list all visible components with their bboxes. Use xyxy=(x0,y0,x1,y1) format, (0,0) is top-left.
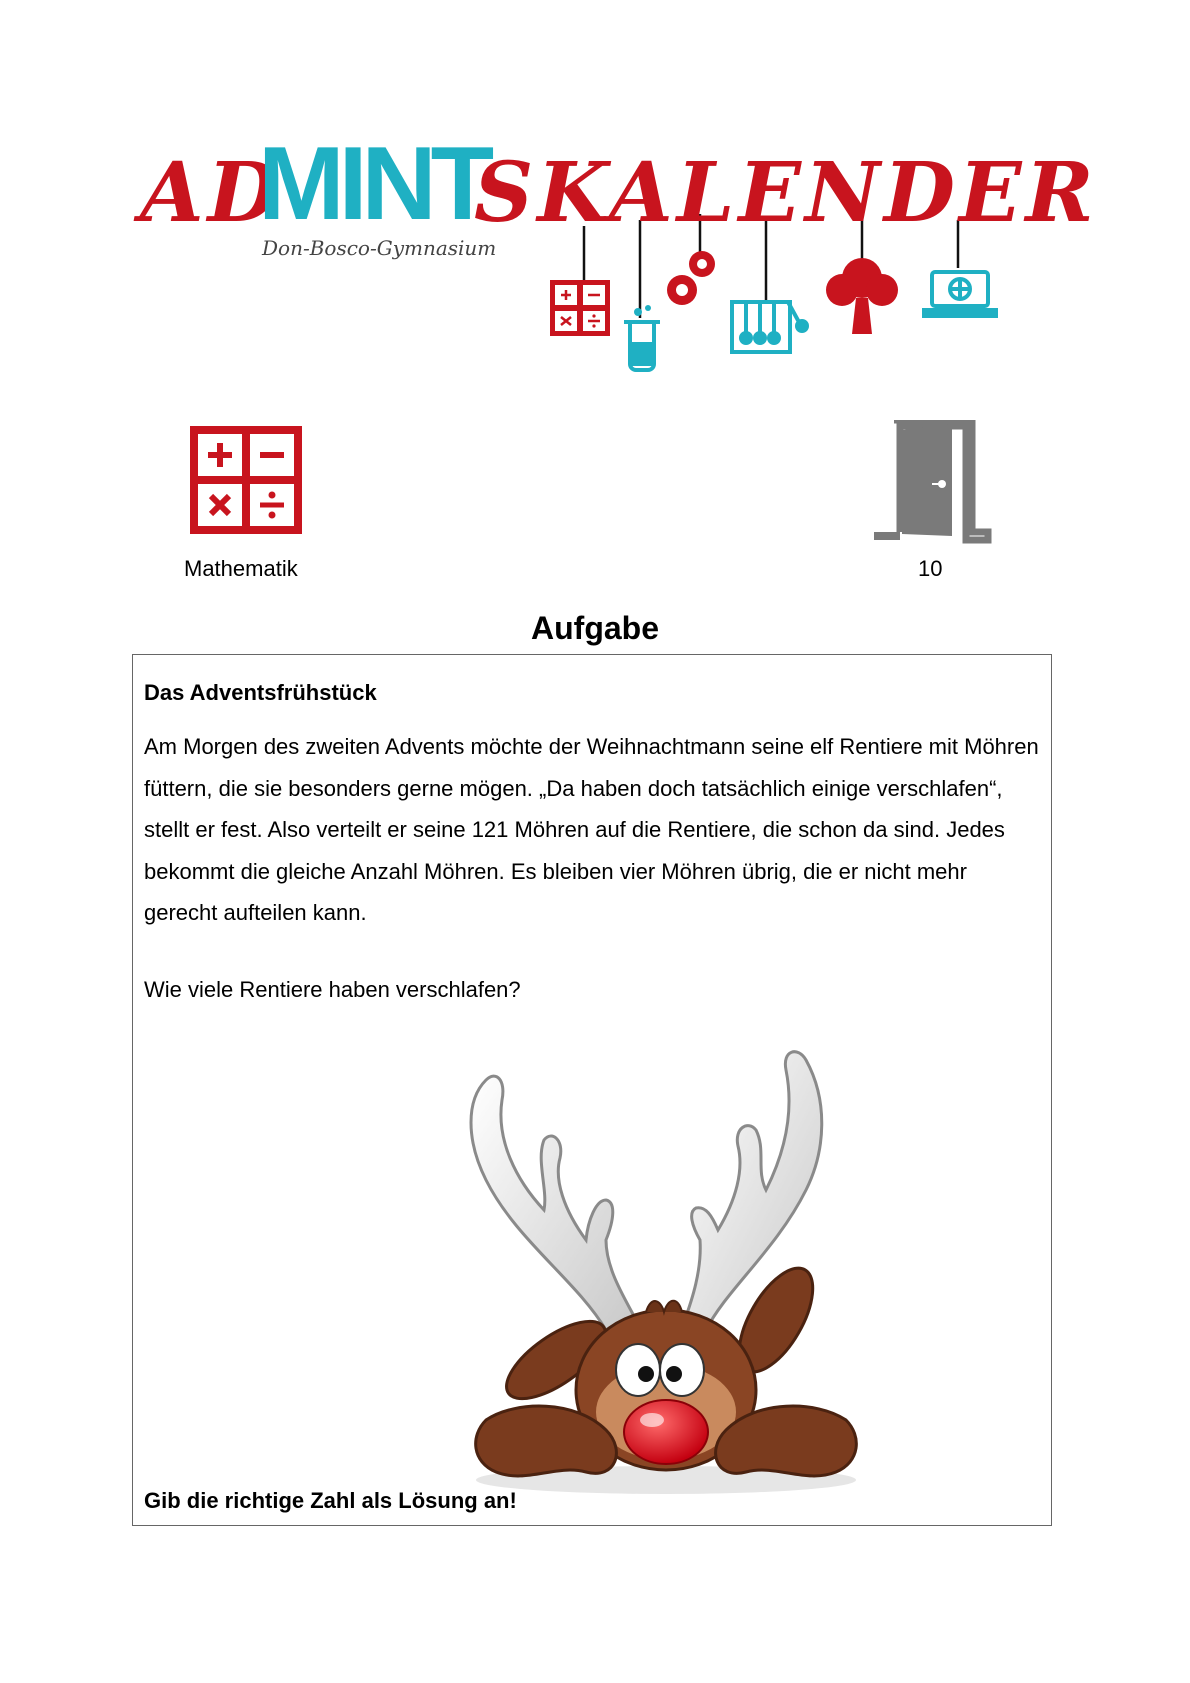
logo-ad: AD xyxy=(140,145,283,241)
reindeer-illustration xyxy=(456,1040,876,1515)
logo-mint: MINT xyxy=(258,126,489,242)
red-nose xyxy=(624,1400,708,1464)
calculator-ornament-icon xyxy=(550,280,610,336)
calculator-icon xyxy=(190,426,302,539)
tree-ornament-icon xyxy=(826,258,898,334)
section-title: Aufgabe xyxy=(531,610,659,646)
left-antler xyxy=(471,1076,636,1330)
logo-skalender: SKALENDER xyxy=(474,145,1098,241)
admintskalender-logo xyxy=(140,126,1098,380)
task-question: Wie viele Rentiere haben verschlafen? xyxy=(144,977,521,1002)
task-heading: Das Adventsfrühstück xyxy=(144,680,377,705)
logo-subtitle: Don-Bosco-Gymnasium xyxy=(262,236,497,260)
gears-ornament-icon xyxy=(667,251,715,305)
right-eye xyxy=(660,1344,704,1396)
task-footer: Gib die richtige Zahl als Lösung an! xyxy=(144,1488,517,1513)
task-body: Am Morgen des zweiten Advents möchte der Weihnachtmann seine elf Rentiere mit Möhren füttern, die sie besonders gerne mögen. „Da haben doch tatsächlich einige verschlafen“, stellt er fest. Also verteilt er seine 121 Möhren auf die Rentiere, die schon da sind. Jedes bekommt die gleiche Anzahl Möhren. Es bleiben vier Möhren übrig, die er nicht mehr gerecht aufteilen kann. xyxy=(144,734,1039,925)
subject-label: Mathematik xyxy=(184,556,298,581)
newtons-cradle-ornament-icon xyxy=(732,302,807,352)
open-door-icon xyxy=(874,420,992,549)
laptop-ornament-icon xyxy=(924,272,996,316)
left-eye xyxy=(616,1344,660,1396)
door-number: 10 xyxy=(918,556,943,581)
beaker-ornament-icon xyxy=(624,305,660,370)
